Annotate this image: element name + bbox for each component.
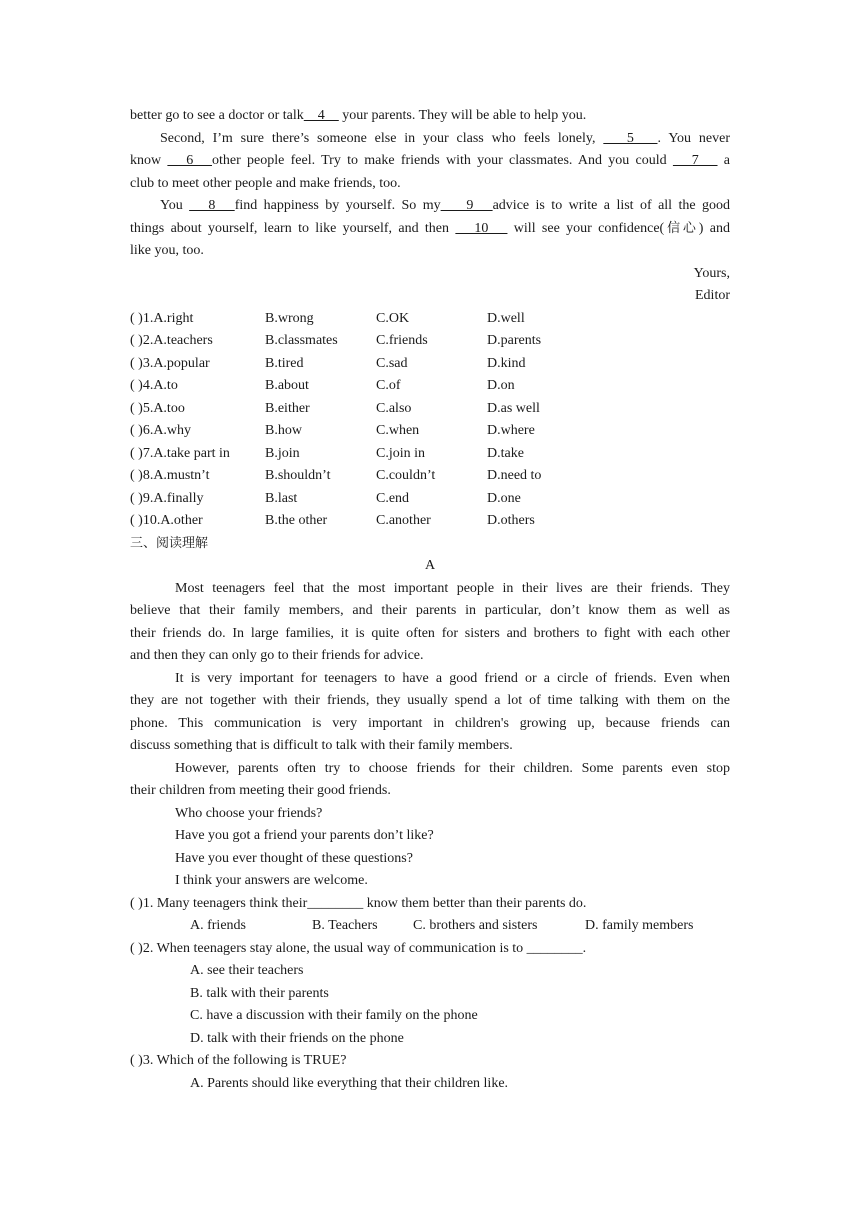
question-stem: ( )3. Which of the following is TRUE?: [130, 1053, 347, 1068]
letter-line-5: You 8 find happiness by yourself. So my 9 advice is to write a list of all the good: [160, 198, 731, 213]
cloze-option-row: ( )9.A.finally B.last C.end D.one: [130, 490, 521, 506]
question-options: A. friends B. Teachers C. brothers and sisters D. family members: [190, 918, 694, 933]
cloze-option-row: ( )2.A.teachers B.classmates C.friends D.parents: [130, 333, 542, 348]
letter-line-2: Second, I’m sure there’s someone else in your class who feels lonely, 5 . You never: [160, 130, 731, 146]
blank-5: 5: [603, 130, 658, 146]
letter-line-7: like you, too.: [130, 243, 204, 258]
blank-8: 8: [189, 198, 235, 213]
blank-7: 7: [672, 153, 718, 168]
blank-4: 4: [303, 108, 339, 123]
passage-paragraph-3: However, parents often try to choose friends for their children. Some parents even stop their children from meeting their good friends.: [130, 760, 730, 798]
letter-closing: Yours,: [693, 265, 730, 281]
passage-paragraph-2: It is very important for teenagers to have a good friend or a circle of friends. Even when they are not together with their friends, they usually spend a lot of time talking with them on the phone. This communication is very important in children's growing up, because friends can discuss something that is difficult to talk with their family members.: [130, 670, 730, 753]
cloze-option-row: ( )8.A.mustn’t B.shouldn’t C.couldn’t D.need to: [130, 468, 542, 483]
passage-label: A: [424, 558, 436, 573]
letter-line-3: know 6 other people feel. Try to make friends with your classmates. And you could 7 a: [130, 153, 730, 168]
section-title: 三、阅读理解: [130, 535, 209, 551]
cloze-option-row: ( )7.A.take part in B.join C.join in D.take: [130, 445, 524, 461]
letter-line-6: things about yourself, learn to like yourself, and then 10 will see your confidence(信心) and: [130, 220, 731, 236]
blank-6: 6: [167, 153, 212, 168]
question-stem: ( )2. When teenagers stay alone, the usual way of communication is to ________.: [130, 940, 587, 956]
document-page: [130, 105, 730, 1095]
cloze-option-row: ( )10.A.other B.the other C.another D.others: [130, 513, 535, 528]
cloze-option-row: ( )4.A.to B.about C.of D.on: [130, 378, 515, 393]
blank-10: 10: [455, 220, 508, 236]
blank-9: 9: [440, 198, 493, 213]
cloze-option-row: ( )3.A.popular B.tired C.sad D.kind: [130, 355, 526, 371]
cloze-option-row: ( )1.A.right B.wrong C.OK D.well: [130, 310, 525, 326]
passage-questions-list: Who choose your friends? Have you got a friend your parents don’t like? Have you ever thought of these questions? I think your answers are welcome.: [175, 805, 434, 888]
cloze-option-row: ( )5.A.too B.either C.also D.as well: [130, 400, 540, 416]
cloze-options: [130, 308, 730, 533]
letter-signature: Editor: [695, 288, 730, 303]
letter-line-4: club to meet other people and make friends, too.: [130, 175, 401, 191]
question-3: ( )3. Which of the following is TRUE? A. Parents should like everything that their children like.: [130, 1050, 730, 1095]
passage-paragraph-1: Most teenagers feel that the most important people in their lives are their friends. They believe that their family members, and their parents in particular, don’t know them as well as their friends do. In large families, it is quite often for sisters and brothers to fight with each other and then they can only go to their friends for advice.: [130, 580, 730, 663]
cloze-option-row: ( )6.A.why B.how C.when D.where: [130, 423, 535, 438]
question-2: ( )2. When teenagers stay alone, the usual way of communication is to ________. A. see their teachers B. talk with their parents C. have a discussion with their family on the phone D. talk with their friends on the phone: [130, 938, 730, 1051]
question-stem: ( )1. Many teenagers think their________ know them better than their parents do.: [130, 895, 587, 911]
question-1: [130, 893, 730, 938]
letter-line-1: better go to see a doctor or talk 4 your parents. They will be able to help you.: [130, 108, 587, 123]
